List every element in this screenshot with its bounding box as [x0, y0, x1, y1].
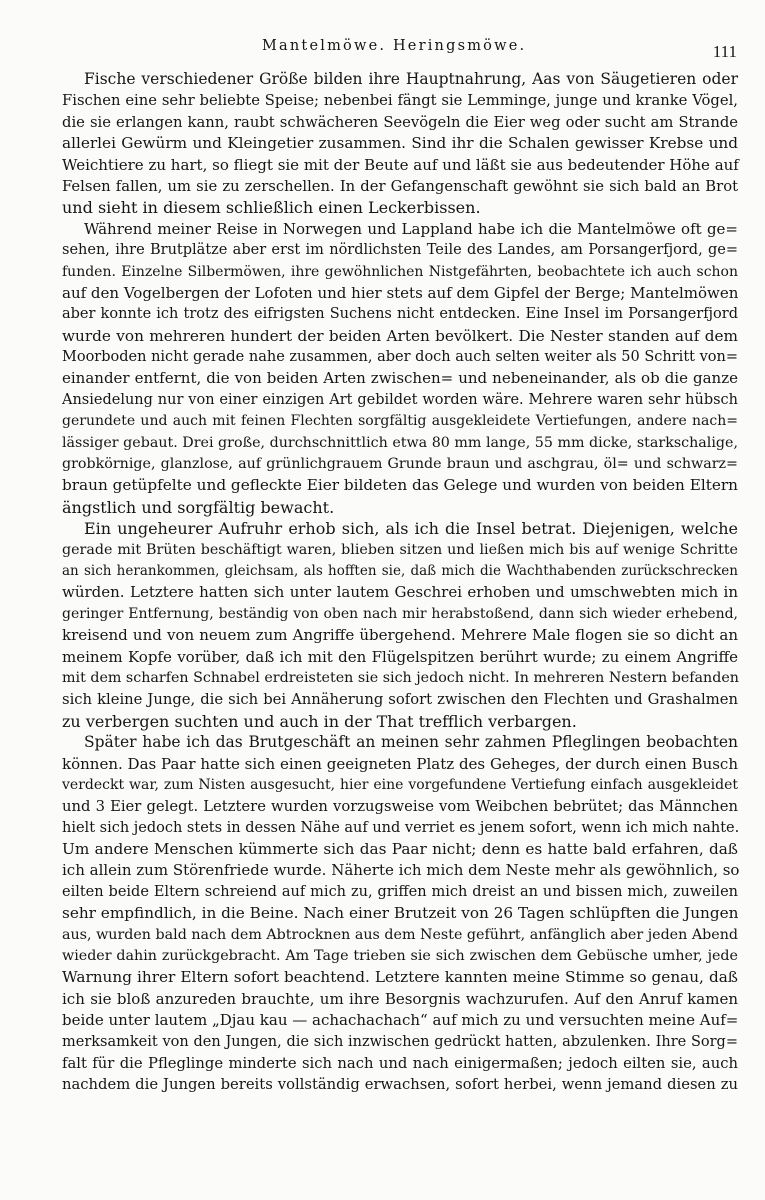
text-line: an sich herankommen, gleichsam, als hofften sie, daß mich die Wachthabenden zurückschrecken [62, 562, 738, 579]
text-line: Weichtiere zu hart, so fliegt sie mit der Beute auf und läßt sie aus bedeutender Höhe auf [62, 155, 739, 174]
paragraph-first-line: Ein ungeheurer Aufruhr erhob sich, als ich die Insel betrat. Diejenigen, welche [84, 519, 738, 539]
text-line: funden. Einzelne Silbermöwen, ihre gewöhnlichen Nistgefährten, beobachtete ich auch schon [62, 263, 738, 280]
text-line: meinem Kopfe vorüber, daß ich mit den Flügelspitzen berührt wurde; zu einem Angriffe [62, 647, 738, 666]
text-line: wurde von mehreren hundert der beiden Arten bevölkert. Die Nester standen auf dem [62, 326, 738, 345]
text-line: grobkörnige, glanzlose, auf grünlichgrauem Grunde braun und aschgrau, öl= und schwarz= [62, 456, 738, 473]
running-title: Mantelmöwe. Heringsmöwe. [262, 38, 527, 54]
paragraph-first-line: Später habe ich das Brutgeschäft an meinen sehr zahmen Pfleglingen beobachten [84, 733, 738, 752]
text-line: eilten beide Eltern schreiend auf mich zu, griffen mich dreist an und bissen mich, zuweilen [62, 883, 738, 900]
text-line: Felsen fallen, um sie zu zerschellen. In der Gefangenschaft gewöhnt sie sich bald an Brot [62, 177, 738, 195]
text-line: können. Das Paar hatte sich einen geeigneten Platz des Geheges, der durch einen Busch [62, 754, 738, 773]
text-line: wieder dahin zurückgebracht. Am Tage trieben sie sich zwischen dem Gebüsche umher, jede [62, 948, 738, 965]
text-line: aber konnte ich trotz des eifrigsten Suchens nicht entdecken. Eine Insel im Porsangerfjord [62, 306, 738, 323]
text-line: falt für die Pfleglinge minderte sich nach und nach einigermaßen; jedoch eilten sie, auch [62, 1054, 738, 1072]
text-line: ängstlich und sorgfältig bewacht. [62, 497, 335, 517]
text-line: einander entfernt, die von beiden Arten zwischen= und nebeneinander, als ob die ganze [62, 369, 738, 388]
text-line: mit dem scharfen Schnabel erdreisteten sie sich jedoch nicht. In mehreren Nestern befanden [62, 669, 739, 686]
text-line: Fischen eine sehr beliebte Speise; nebenbei fängt sie Lemminge, junge und kranke Vögel, [62, 92, 738, 110]
running-head [0, 36, 765, 60]
text-line: und 3 Eier gelegt. Letztere wurden vorzugsweise vom Weibchen bebrütet; das Männchen [62, 798, 738, 816]
text-line: geringer Entfernung, beständig von oben nach mir herabstoßend, dann sich wieder erhebend, [62, 605, 738, 622]
text-line: sehr empfindlich, in die Beine. Nach einer Brutzeit von 26 Tagen schlüpften die Jungen [62, 904, 739, 923]
text-line: lässiger gebaut. Drei große, durchschnittlich etwa 80 mm lange, 55 mm dicke, starkschalige, [62, 434, 738, 451]
text-line: die sie erlangen kann, raubt schwächeren Seevögeln die Eier weg oder sucht am Strande [62, 113, 738, 131]
text-line: ich allein zum Störenfriede wurde. Näherte ich mich dem Neste mehr als gewöhnlich, so [62, 861, 740, 880]
text-line: verdeckt war, zum Nisten ausgesucht, hier eine vorgefundene Vertiefung einfach ausgekleidet [62, 776, 738, 793]
text-line: aus, wurden bald nach dem Abtrocknen aus dem Neste geführt, anfänglich aber jeden Abend [62, 926, 738, 943]
paragraph-first-line: Während meiner Reise in Norwegen und Lappland habe ich die Mantelmöwe oft ge= [84, 219, 738, 238]
text-line: sehen, ihre Brutplätze aber erst im nördlichsten Teile des Landes, am Porsangerfjord, ge= [62, 242, 738, 259]
text-line: Ansiedelung nur von einer einzigen Art gebildet worden wäre. Mehrere waren sehr hübsch [62, 391, 738, 408]
text-line: würden. Letztere hatten sich unter lautem Geschrei erhoben und umschwebten mich in [62, 583, 738, 602]
text-line: zu verbergen suchten und auch in der That trefflich verbargen. [62, 711, 577, 731]
text-line: gerundete und auch mit feinen Flechten sorgfältig ausgekleidete Vertiefungen, andere nach= [62, 413, 738, 430]
text-line: gerade mit Brüten beschäftigt waren, blieben sitzen und ließen mich bis auf wenige Schritte [62, 541, 738, 558]
text-line: kreisend und von neuem zum Angriffe übergehend. Mehrere Male flogen sie so dicht an [62, 626, 738, 645]
text-line: und sieht in diesem schließlich einen Leckerbissen. [62, 198, 481, 218]
text-line: ich sie bloß anzureden brauchte, um ihre Besorgnis wachzurufen. Auf den Anruf kamen [62, 989, 738, 1008]
text-line: merksamkeit von den Jungen, die sich inzwischen gedrückt hatten, abzulenken. Ihre Sorg= [62, 1033, 738, 1050]
text-line: Um andere Menschen kümmerte sich das Paar nicht; denn es hatte bald erfahren, daß [62, 840, 738, 859]
text-line: sich kleine Junge, die sich bei Annäherung sofort zwischen den Flechten und Grashalmen [62, 691, 738, 709]
text-line: braun getüpfelte und gefleckte Eier bildeten das Gelege und wurden von beiden Eltern [62, 476, 739, 495]
text-line: Moorboden nicht gerade nahe zusammen, aber doch auch selten weiter als 50 Schritt von= [62, 349, 738, 366]
paragraph-first-line: Fische verschiedener Größe bilden ihre Hauptnahrung, Aas von Säugetieren oder [84, 70, 738, 88]
page-number: 111 [712, 42, 737, 61]
text-line: beide unter lautem „Djau kau — achachachach“ auf mich zu und versuchten meine Auf= [62, 1011, 739, 1030]
text-line: allerlei Gewürm und Kleingetier zusammen. Sind ihr die Schalen gewisser Krebse und [62, 134, 738, 153]
text-line: Warnung ihrer Eltern sofort beachtend. Letztere kannten meine Stimme so genau, daß [62, 968, 738, 987]
body-text [62, 69, 738, 1096]
text-line: auf den Vogelbergen der Lofoten und hier stets auf dem Gipfel der Berge; Mantelmöwen [62, 283, 739, 302]
text-line: hielt sich jedoch stets in dessen Nähe auf und verriet es jenem sofort, wenn ich mich nahte. [62, 819, 740, 836]
text-line: nachdem die Jungen bereits vollständig erwachsen, sofort herbei, wenn jemand diesen zu [62, 1076, 738, 1094]
